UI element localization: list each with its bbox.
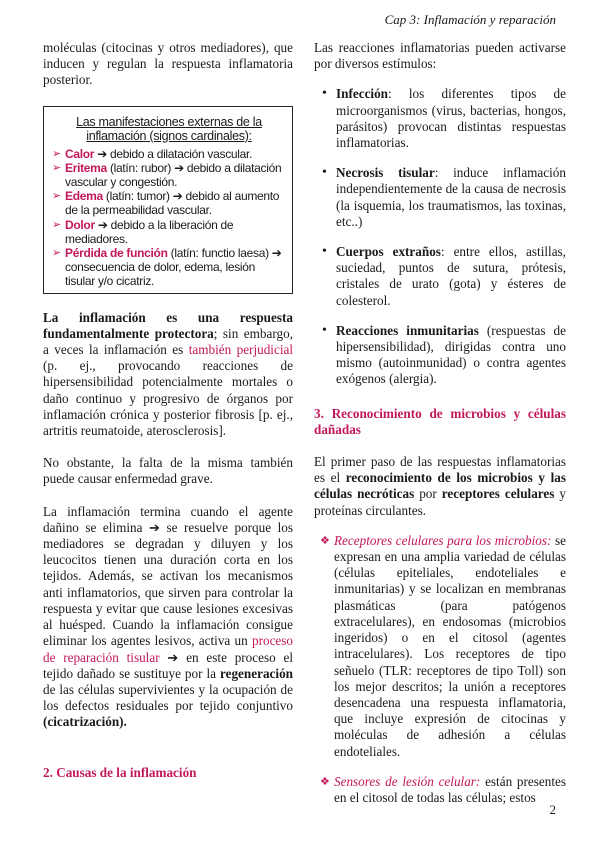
list-item: • Reacciones inmunitarias (respuestas de hipersensibilidad), dirigidas contra uno mismo (autoinmunidad) o contra agentes exógenos (alergia). <box>322 322 566 387</box>
sign-item: ➢ Pérdida de función (latín: functio laesa) ➔ consecuencia de dolor, edema, lesión tisular y/o cicatriz. <box>52 246 282 289</box>
arrow-bullet-icon: ➢ <box>52 147 61 160</box>
sign-item: ➢ Eritema (latín: rubor) ➔ debido a dilatación vascular y congestión. <box>52 160 282 190</box>
cardinal-signs-box <box>43 106 293 294</box>
left-column <box>43 40 293 781</box>
list-item: • Infección: los diferentes tipos de microorganismos (virus, bacterias, hongos, parásitos) provocan distintas respuestas inflamatorias. <box>322 86 566 151</box>
paragraph-protective: La inflamación es una respuesta fundamentalmente protectora; sin embargo, a veces la inflamación es también perjudicial (p. ej., provocando reacciones de hipersensibilidad potencialmente mortales o daño continuo y progresivo de órganos por inflamación crónica y posterior fibrosis [p. ej., artritis reumatoide, aterosclerosis]. <box>43 309 294 439</box>
sub-item: ❖ Receptores celulares para los microbios: se expresan en una amplia variedad de células (células epiteliales, endoteliales e inmunitarias) y se localizan en membranas plasmáticas (para patógenos extracelulares), en endosomas (microbios ingeridos) o en el citosol (agentes intracelulares). Los receptores de tipo señuelo (TLR: receptores de tipo Toll) son los mejor descritos; la unión a receptores desencadena una respuesta inflamatoria, que incluye expresión de citocinas y moléculas de adhesión a células endoteliales. <box>320 532 566 759</box>
diamond-bullet-icon: ❖ <box>320 775 330 788</box>
arrow-bullet-icon: ➢ <box>52 247 61 260</box>
paragraph-recognition: El primer paso de las respuestas inflamatorias es el reconocimiento de los microbios y las células necróticas por receptores celulares y proteínas circulantes. <box>314 454 566 518</box>
list-item: • Cuerpos extraños: entre ellos, astillas, suciedad, puntos de sutura, prótesis, cristales de urato (gota) y ésteres de colesterol. <box>322 244 566 308</box>
running-header: Cap 3: Inflamación y reparación <box>384 12 556 27</box>
bullet-icon: • <box>322 244 327 260</box>
paragraph-termination: La inflamación termina cuando el agente dañino se elimina ➔ se resuelve porque los mediadores se degradan y diluyen y los leucocitos tienen una duración corta en los tejidos. Además, se activan los mecanismos anti inflamatorios, que sirven para controlar la respuesta y evitar que cause lesiones excesivas al huésped. Cuando la inflamación consigue eliminar los agentes lesivos, activa un proceso de reparación tisular ➔ en este proceso el tejido dañado se sustituye por la regeneración de las células supervivientes y la ocupación de los defectos residuales por tejido conjuntivo (cicatrización). <box>43 503 293 730</box>
page-number: 2 <box>549 802 556 817</box>
paragraph-lack: No obstante, la falta de la misma también puede causar enfermedad grave. <box>43 455 293 487</box>
sign-item: ➢ Calor ➔ debido a dilatación vascular. <box>52 146 253 161</box>
box-title: Las manifestaciones externas de la inflamación (signos cardinales): <box>76 114 262 143</box>
diamond-bullet-icon: ❖ <box>320 534 330 547</box>
right-column <box>314 40 566 806</box>
list-item: • Necrosis tisular: induce inflamación independientemente de la causa de necrosis (la isquemia, los traumatismos, las toxinas, etc..) <box>322 165 566 229</box>
arrow-bullet-icon: ➢ <box>52 161 61 174</box>
section-heading-causes: 2. Causas de la inflamación <box>43 764 197 780</box>
paragraph-intro: Las reacciones inflamatorias pueden activarse por diversos estímulos: <box>314 40 566 72</box>
sub-item: ❖ Sensores de lesión celular: están presentes en el citosol de todas las células; estos <box>320 773 566 805</box>
arrow-bullet-icon: ➢ <box>52 218 61 231</box>
sign-item: ➢ Edema (latín: tumor) ➔ debido al aumento de la permeabilidad vascular. <box>52 189 280 218</box>
bullet-icon: • <box>322 165 327 181</box>
arrow-bullet-icon: ➢ <box>52 190 61 203</box>
bullet-icon: • <box>322 322 327 338</box>
sign-item: ➢ Dolor ➔ debido a la liberación de mediadores. <box>52 217 234 246</box>
bullet-icon: • <box>322 86 327 102</box>
section-heading-recognition: 3. Reconocimiento de microbios y células dañadas <box>314 405 566 437</box>
paragraph-continuation: moléculas (citocinas y otros mediadores), que inducen y regulan la respuesta inflamatoria posterior. <box>43 40 293 88</box>
